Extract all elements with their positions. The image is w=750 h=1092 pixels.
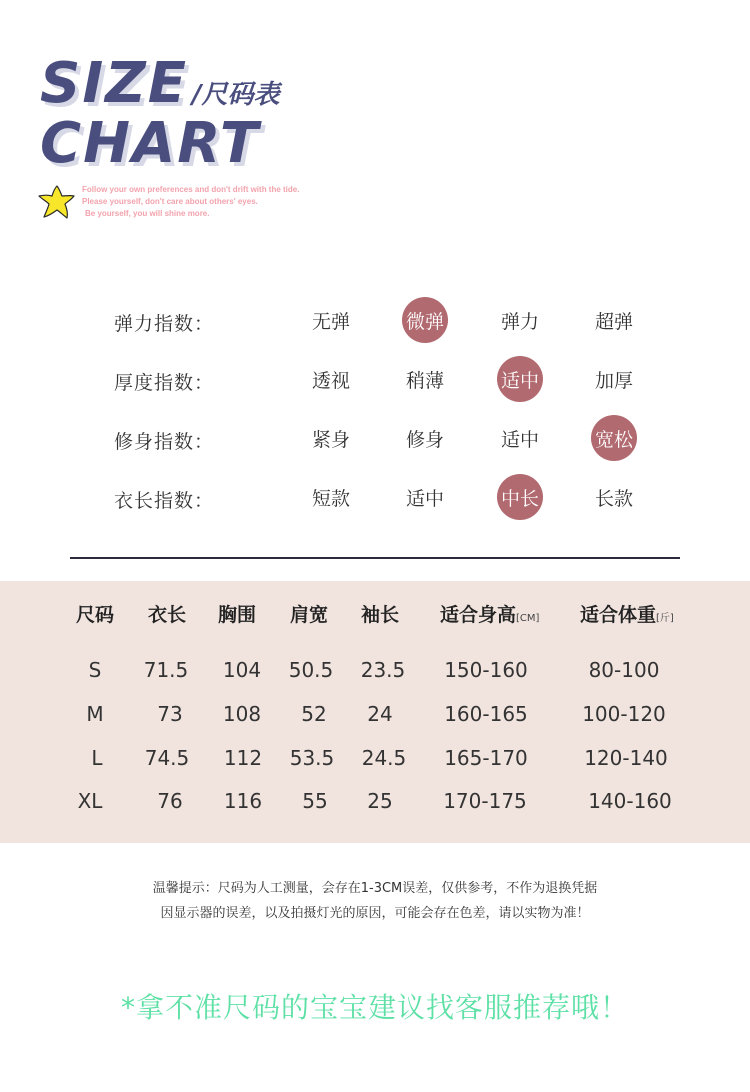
table-cell: XL: [77, 789, 103, 813]
title-chart: CHART: [40, 111, 261, 176]
table-cell: 170-175: [443, 789, 527, 813]
divider: [70, 557, 680, 559]
index-option: 长款: [594, 487, 633, 510]
title-chinese: /尺码表: [192, 80, 280, 110]
quote-line-3: Be yourself, you will shine more.: [85, 209, 210, 218]
table-cell: 165-170: [444, 746, 528, 770]
table-cell: 25: [367, 789, 393, 813]
table-cell: 160-165: [444, 702, 528, 726]
index-option: 修身: [405, 428, 444, 451]
table-cell: S: [88, 658, 102, 682]
table-cell: 73: [157, 702, 183, 726]
index-option: 适中: [405, 487, 444, 510]
table-cell: 80-100: [588, 658, 660, 682]
index-row-length: [0, 474, 750, 520]
index-option-selected: 中长: [497, 474, 543, 520]
table-cell: 76: [157, 789, 183, 813]
table-cell: 104: [222, 658, 262, 682]
index-option: 短款: [311, 487, 350, 510]
table-cell: 71.5: [143, 658, 189, 682]
index-label: 厚度指数：: [114, 372, 215, 394]
table-cell: L: [91, 746, 103, 770]
measurement-note: 温馨提示：尺码为人工测量，会存在1-3CM误差，仅供参考，不作为退换凭据: [152, 881, 598, 896]
table-cell: 24.5: [361, 746, 407, 770]
table-cell: 52: [301, 702, 327, 726]
table-header-sleeve: 袖长: [361, 604, 400, 626]
index-label: 修身指数：: [114, 431, 215, 453]
index-option: 加厚: [594, 369, 633, 392]
index-option: 无弹: [311, 310, 350, 333]
index-option: 超弹: [594, 310, 633, 333]
title-size: SIZE: [40, 51, 189, 116]
table-cell: 23.5: [360, 658, 406, 682]
table-cell: 100-120: [582, 702, 666, 726]
table-cell: 150-160: [444, 658, 528, 682]
table-header-weight: 适合体重[斤]: [580, 604, 674, 626]
table-cell: 50.5: [288, 658, 334, 682]
index-row-thickness: [0, 356, 750, 402]
table-header-shoulder: 肩宽: [290, 604, 329, 626]
table-cell: M: [86, 702, 104, 726]
index-label: 弹力指数：: [114, 313, 215, 335]
index-row-fit: [0, 415, 750, 461]
index-option: 紧身: [311, 428, 350, 451]
table-cell: 120-140: [584, 746, 668, 770]
index-option: 弹力: [500, 310, 539, 333]
table-cell: 108: [222, 702, 262, 726]
table-header-size: 尺码: [76, 604, 115, 626]
index-option: 适中: [500, 428, 539, 451]
customer-service-tip: *拿不准尺码的宝宝建议找客服推荐哦！: [120, 991, 629, 1024]
table-header-bust: 胸围: [218, 604, 257, 626]
table-cell: 24: [367, 702, 393, 726]
color-note: 因显示器的误差，以及拍摄灯光的原因，可能会存在色差，请以实物为准！: [160, 906, 590, 921]
quote-line-2: Please yourself, don't care about others' eyes.: [82, 197, 258, 206]
index-option: 透视: [311, 369, 350, 392]
table-cell: 140-160: [588, 789, 672, 813]
table-header-height: 适合身高[CM]: [440, 604, 540, 626]
table-cell: 55: [302, 789, 328, 813]
table-cell: 74.5: [144, 746, 190, 770]
index-option-selected: 宽松: [591, 415, 637, 461]
quote-line-1: Follow your own preferences and don't drift with the tide.: [82, 185, 300, 194]
index-row-elasticity: [0, 297, 750, 343]
star-icon: [38, 184, 76, 220]
index-option-selected: 微弹: [402, 297, 448, 343]
table-cell: 112: [223, 746, 263, 770]
index-option: 稍薄: [405, 369, 444, 392]
table-header-length: 衣长: [148, 604, 187, 626]
index-option-selected: 适中: [497, 356, 543, 402]
table-cell: 53.5: [289, 746, 335, 770]
table-cell: 116: [223, 789, 263, 813]
quote-text: [82, 184, 299, 220]
index-label: 衣长指数：: [114, 490, 215, 512]
